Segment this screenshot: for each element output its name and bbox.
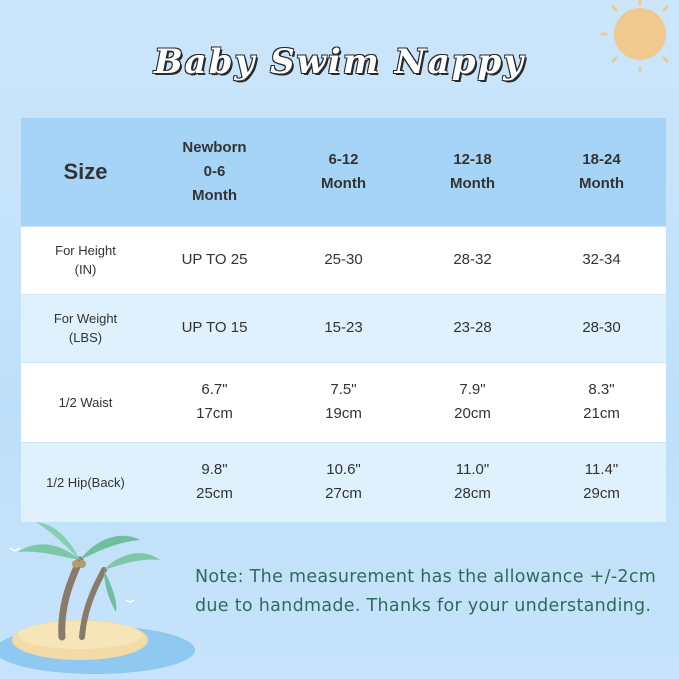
table-cell: 11.4" 29cm: [537, 442, 666, 522]
table-row-height: [21, 226, 666, 294]
table-cell: UP TO 15: [150, 294, 279, 362]
row-label: 1/2 Hip(Back): [21, 442, 150, 522]
column-header-12-18: 12-18 Month: [450, 150, 495, 192]
table-cell: 11.0" 28cm: [408, 442, 537, 522]
page-title: Baby Swim Nappy: [153, 42, 526, 82]
measurement-note: Note: The measurement has the allowance +/-2cm due to handmade. Thanks for your understanding.: [195, 567, 657, 616]
table-cell: 23-28: [408, 294, 537, 362]
table-cell: 28-30: [537, 294, 666, 362]
row-label: For Height (IN): [21, 226, 150, 294]
table-cell: 25-30: [279, 226, 408, 294]
table-cell: 7.9" 20cm: [408, 362, 537, 442]
table-cell: 28-32: [408, 226, 537, 294]
table-row-hip: [21, 442, 666, 522]
table-cell: 15-23: [279, 294, 408, 362]
table-cell: 10.6" 27cm: [279, 442, 408, 522]
table-header-row: [21, 118, 666, 226]
table-cell: 7.5" 19cm: [279, 362, 408, 442]
table-cell: 32-34: [537, 226, 666, 294]
table-cell: UP TO 25: [150, 226, 279, 294]
table-cell: 9.8" 25cm: [150, 442, 279, 522]
column-header-18-24: 18-24 Month: [579, 150, 624, 192]
row-label: For Weight (LBS): [21, 294, 150, 362]
column-header-newborn: Newborn 0-6 Month: [182, 138, 247, 204]
table-row-waist: [21, 362, 666, 442]
row-label: 1/2 Waist: [21, 362, 150, 442]
table-cell: 8.3" 21cm: [537, 362, 666, 442]
column-header-6-12: 6-12 Month: [321, 150, 366, 192]
size-chart-table: [21, 118, 666, 522]
size-header: Size: [63, 158, 108, 184]
palm-island-illustration: [0, 512, 200, 679]
table-row-weight: [21, 294, 666, 362]
table-cell: 6.7" 17cm: [150, 362, 279, 442]
